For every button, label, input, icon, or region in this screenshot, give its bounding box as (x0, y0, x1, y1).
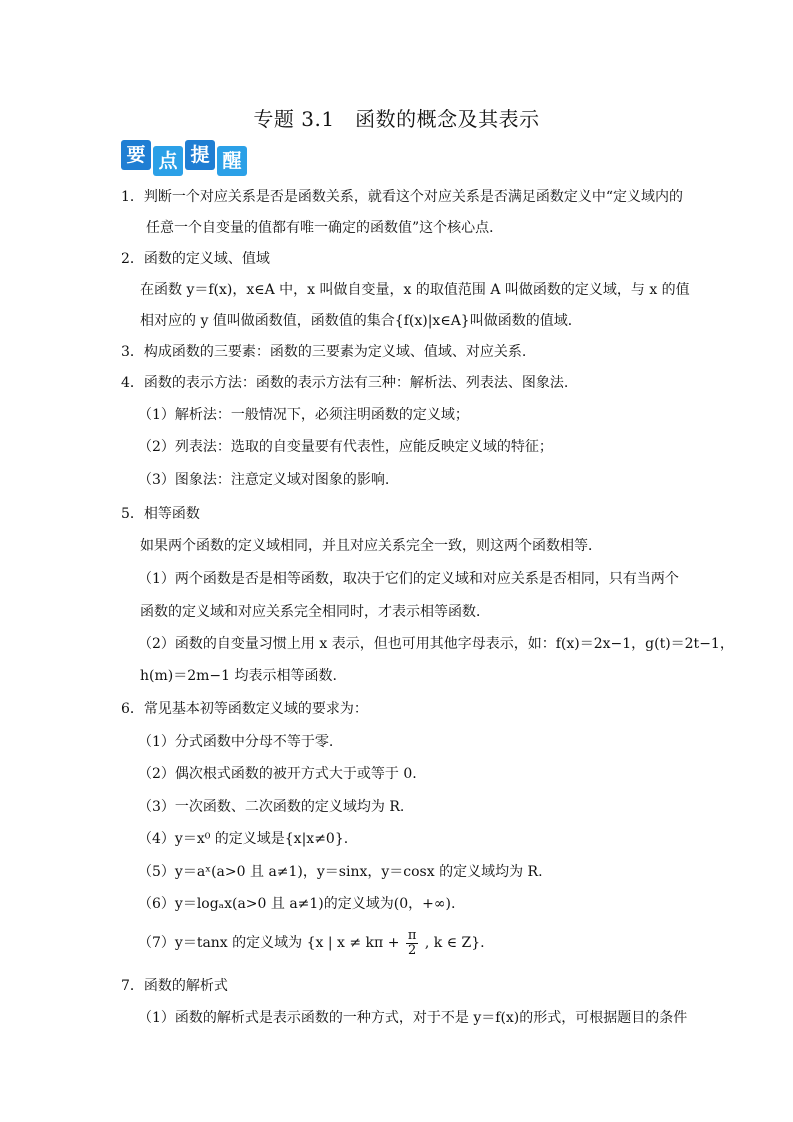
fraction-denominator: 2 (408, 942, 417, 958)
key-points-badge (121, 140, 249, 176)
badge-char: 要 (121, 140, 151, 170)
fraction-numerator: π (407, 927, 417, 943)
item-4-sub-2: （2）列表法：选取的自变量要有代表性，应能反映定义域的特征； (138, 439, 553, 455)
item-3-text: 3．构成函数的三要素：函数的三要素为定义域、值域、对应关系. (121, 344, 527, 360)
item-6-sub-3: （3）一次函数、二次函数的定义域均为 R. (138, 799, 405, 815)
badge-char: 提 (185, 140, 215, 170)
badge-char: 醒 (217, 146, 247, 176)
item-6-sub-6: （6）y＝logₐx(a>0 且 a≠1)的定义域为(0，+∞). (138, 896, 456, 912)
item-6-sub-4: （4）y＝x⁰ 的定义域是{x|x≠0}. (138, 831, 349, 847)
item-7-heading: 7．函数的解析式 (121, 978, 228, 994)
item-6-sub-2: （2）偶次根式函数的被开方式大于或等于 0. (138, 766, 417, 782)
item-5-sub-2-cont: h(m)＝2m−1 均表示相等函数. (140, 668, 337, 684)
item-1-text: 1．判断一个对应关系是否是函数关系，就看这个对应关系是否满足函数定义中“定义域内的 (121, 189, 684, 205)
item-1-text-cont: 任意一个自变量的值都有唯一确定的函数值”这个核心点． (146, 220, 504, 236)
item-6-sub-1: （1）分式函数中分母不等于零. (138, 734, 334, 750)
item-5-text: 如果两个函数的定义域相同，并且对应关系完全一致，则这两个函数相等． (140, 538, 602, 554)
item-6-heading: 6．常见基本初等函数定义域的要求为： (121, 701, 368, 717)
formula-right: , k ∈ Z}. (424, 935, 485, 951)
item-2-heading: 2．函数的定义域、值域 (121, 251, 270, 267)
badge-char: 点 (153, 146, 183, 176)
item-2-text: 在函数 y＝f(x)，x∈A 中，x 叫做自变量，x 的取值范围 A 叫做函数的定义域，与 x 的值 (140, 282, 690, 298)
page-title: 专题 3.1 函数的概念及其表示 (253, 107, 540, 131)
item-6-sub-7-text: （7）y＝tanx 的定义域为 (138, 935, 303, 951)
item-5-sub-2: （2）函数的自变量习惯上用 x 表示，但也可用其他字母表示，如：f(x)＝2x−1，g(t)＝2t−1， (138, 636, 734, 652)
domain-formula (306, 927, 485, 958)
formula-left: {x | x ≠ kπ + (306, 935, 400, 951)
item-7-sub-1: （1）函数的解析式是表示函数的一种方式，对于不是 y＝f(x)的形式，可根据题目的条件 (138, 1010, 688, 1026)
item-6-sub-7 (138, 926, 485, 960)
item-6-sub-5: （5）y＝aˣ(a>0 且 a≠1)，y＝sinx，y＝cosx 的定义域均为 R. (138, 864, 543, 880)
item-4-heading: 4．函数的表示方法：函数的表示方法有三种：解析法、列表法、图象法. (121, 375, 569, 391)
item-5-sub-1-cont: 函数的定义域和对应关系完全相同时，才表示相等函数． (140, 604, 490, 620)
item-4-sub-1: （1）解析法：一般情况下，必须注明函数的定义域； (138, 407, 469, 423)
fraction (406, 929, 419, 958)
item-5-sub-1: （1）两个函数是否是相等函数，取决于它们的定义域和对应关系是否相同，只有当两个 (138, 571, 679, 587)
item-5-heading: 5．相等函数 (121, 506, 200, 522)
item-4-sub-3: （3）图象法：注意定义域对图象的影响. (138, 472, 390, 488)
item-2-text-cont: 相对应的 y 值叫做函数值，函数值的集合{f(x)|x∈A}叫做函数的值域． (140, 313, 582, 329)
